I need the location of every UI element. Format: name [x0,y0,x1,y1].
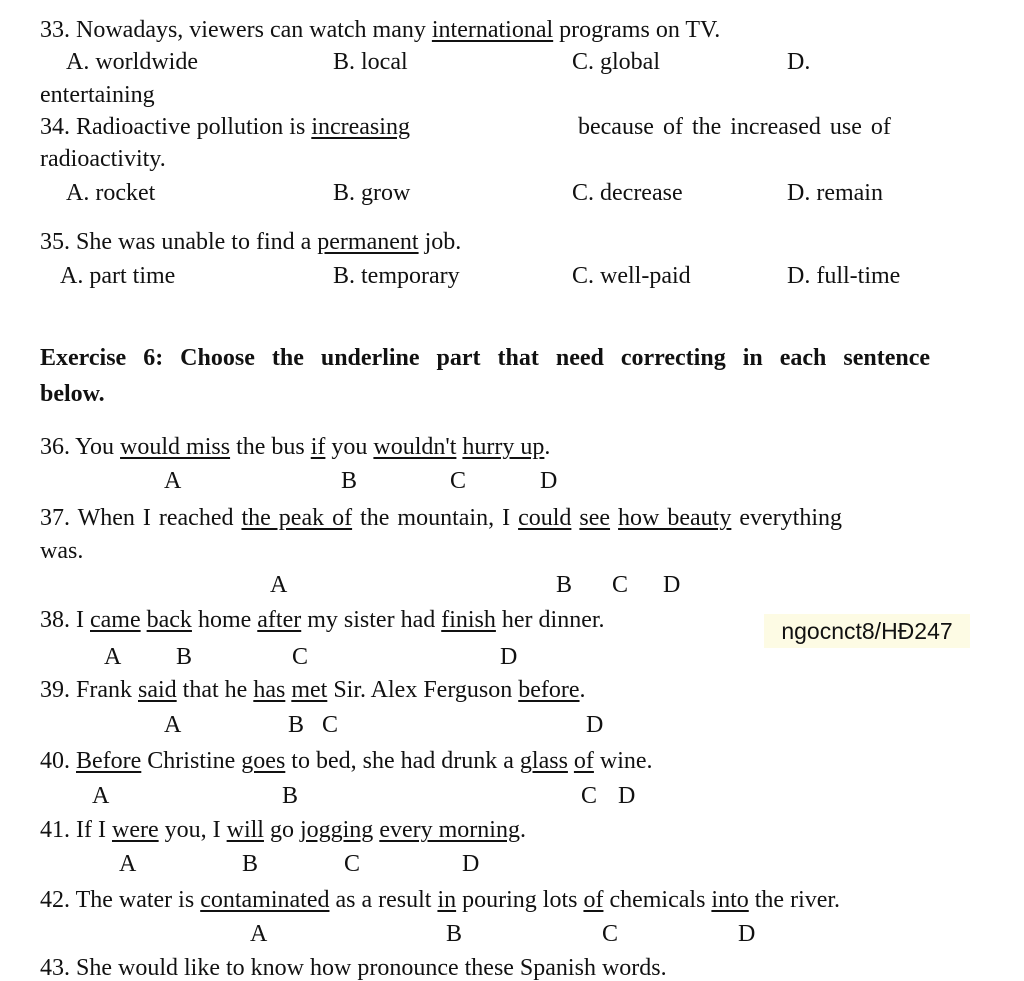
q40-letter-d: D [618,783,636,809]
q42-letter-a: A [250,921,268,947]
q41-part-a: were [111,817,159,843]
q33-option-d-text: entertaining [40,82,155,108]
q43-sentence: 43. She would like to know how pronounce these Spanish words. [40,955,667,981]
q36-letter-d: D [540,468,558,494]
q35-option-d: D. full-time [787,263,901,289]
q39-letter-c: C [322,712,339,738]
q38-part-b: back [146,607,192,633]
q38-part-d: finish [441,607,496,633]
q40-part-b: goes [241,748,286,774]
q33-option-b: B. local [333,49,408,75]
q37-letter-d: D [663,572,681,598]
q42-letter-d: D [738,921,756,947]
q37-letter-c: C [612,572,629,598]
q36-part-c: wouldn't [373,434,457,460]
q42-part-d: into [711,887,749,913]
q36-letter-a: A [164,468,182,494]
q38-part-a: came [90,607,141,633]
q39-part-c: met [291,677,328,703]
q41-part-b: will [226,817,264,843]
q37-part-b: could [518,505,572,531]
q34-option-c: C. decrease [572,180,683,206]
q36-part-d: hurry up [462,434,545,460]
q40-letter-c: C [581,783,598,809]
q42-part-c: of [583,887,604,913]
q40-part-d: of [573,748,594,774]
q33-option-c: C. global [572,49,660,75]
q37-part-c: see [579,505,611,531]
q41-part-d: every morning [379,817,520,843]
q35-stem: 35. She was unable to find a permanent job. [40,229,462,255]
q38-letter-b: B [176,644,193,670]
q42-letter-b: B [446,921,463,947]
q41-letter-a: A [119,851,137,877]
q36-part-b: if [310,434,326,460]
q38-part-c: after [257,607,302,633]
q34-option-a: A. rocket [66,180,156,206]
q38-letter-c: C [292,644,309,670]
q33-underlined-word: international [431,17,554,43]
q40-letter-b: B [282,783,299,809]
q41-letter-d: D [462,851,480,877]
q38-letter-a: A [104,644,122,670]
watermark-tag: ngocnct8/HĐ247 [764,614,970,648]
q39-part-a: said [138,677,177,703]
q39-part-b: has [253,677,286,703]
q39-letter-b: B [288,712,305,738]
q41-letter-c: C [344,851,361,877]
q42-sentence: 42. The water is contaminated as a result in pouring lots of chemicals into the river. [40,887,841,913]
exercise6-heading-wrap: below. [40,381,105,407]
q42-letter-c: C [602,921,619,947]
q40-letter-a: A [92,783,110,809]
q40-part-a: Before [76,748,142,774]
q36-letter-c: C [450,468,467,494]
q39-letter-d: D [586,712,604,738]
q36-part-a: would miss [120,434,231,460]
q37-part-d: how beauty [618,505,732,531]
q39-sentence: 39. Frank said that he has met Sir. Alex Ferguson before. [40,677,586,703]
q33-option-a: A. worldwide [66,49,198,75]
exercise6-heading: Exercise 6: Choose the underline part that need correcting in each sentence [40,345,930,371]
q34-underlined-word: increasing [311,114,410,140]
q38-sentence: 38. I came back home after my sister had finish her dinner. [40,607,605,633]
q35-option-c: C. well-paid [572,263,691,289]
q42-part-b: in [437,887,457,913]
q37-sentence-wrap: was. [40,538,84,564]
q41-part-c: jogging [299,817,374,843]
q37-letter-b: B [556,572,573,598]
q35-option-b: B. temporary [333,263,460,289]
q40-part-c: glass [519,748,568,774]
q38-letter-d: D [500,644,518,670]
q34-stem: 34. Radioactive pollution is increasing [40,114,410,140]
q36-sentence: 36. You would miss the bus if you wouldn't hurry up. [40,434,551,460]
q35-option-a: A. part time [60,263,176,289]
q40-sentence: 40. Before Christine goes to bed, she had drunk a glass of wine. [40,748,653,774]
q41-sentence: 41. If I were you, I will go jogging every morning. [40,817,526,843]
q39-part-d: before [518,677,580,703]
q37-part-a: the peak of [241,505,353,531]
q34-stem-wrap: radioactivity. [40,146,166,172]
q33-option-d: D. [787,49,811,75]
q34-stem-tail: because of the increased use of [578,114,891,140]
q34-option-d: D. remain [787,180,883,206]
q37-sentence: 37. When I reached the peak of the mountain, I could see how beauty everything [40,505,842,531]
q34-option-b: B. grow [333,180,411,206]
q39-letter-a: A [164,712,182,738]
q42-part-a: contaminated [200,887,330,913]
q33-stem: 33. Nowadays, viewers can watch many international programs on TV. [40,17,721,43]
q35-underlined-word: permanent [317,229,419,255]
q41-letter-b: B [242,851,259,877]
q37-letter-a: A [270,572,288,598]
q36-letter-b: B [341,468,358,494]
